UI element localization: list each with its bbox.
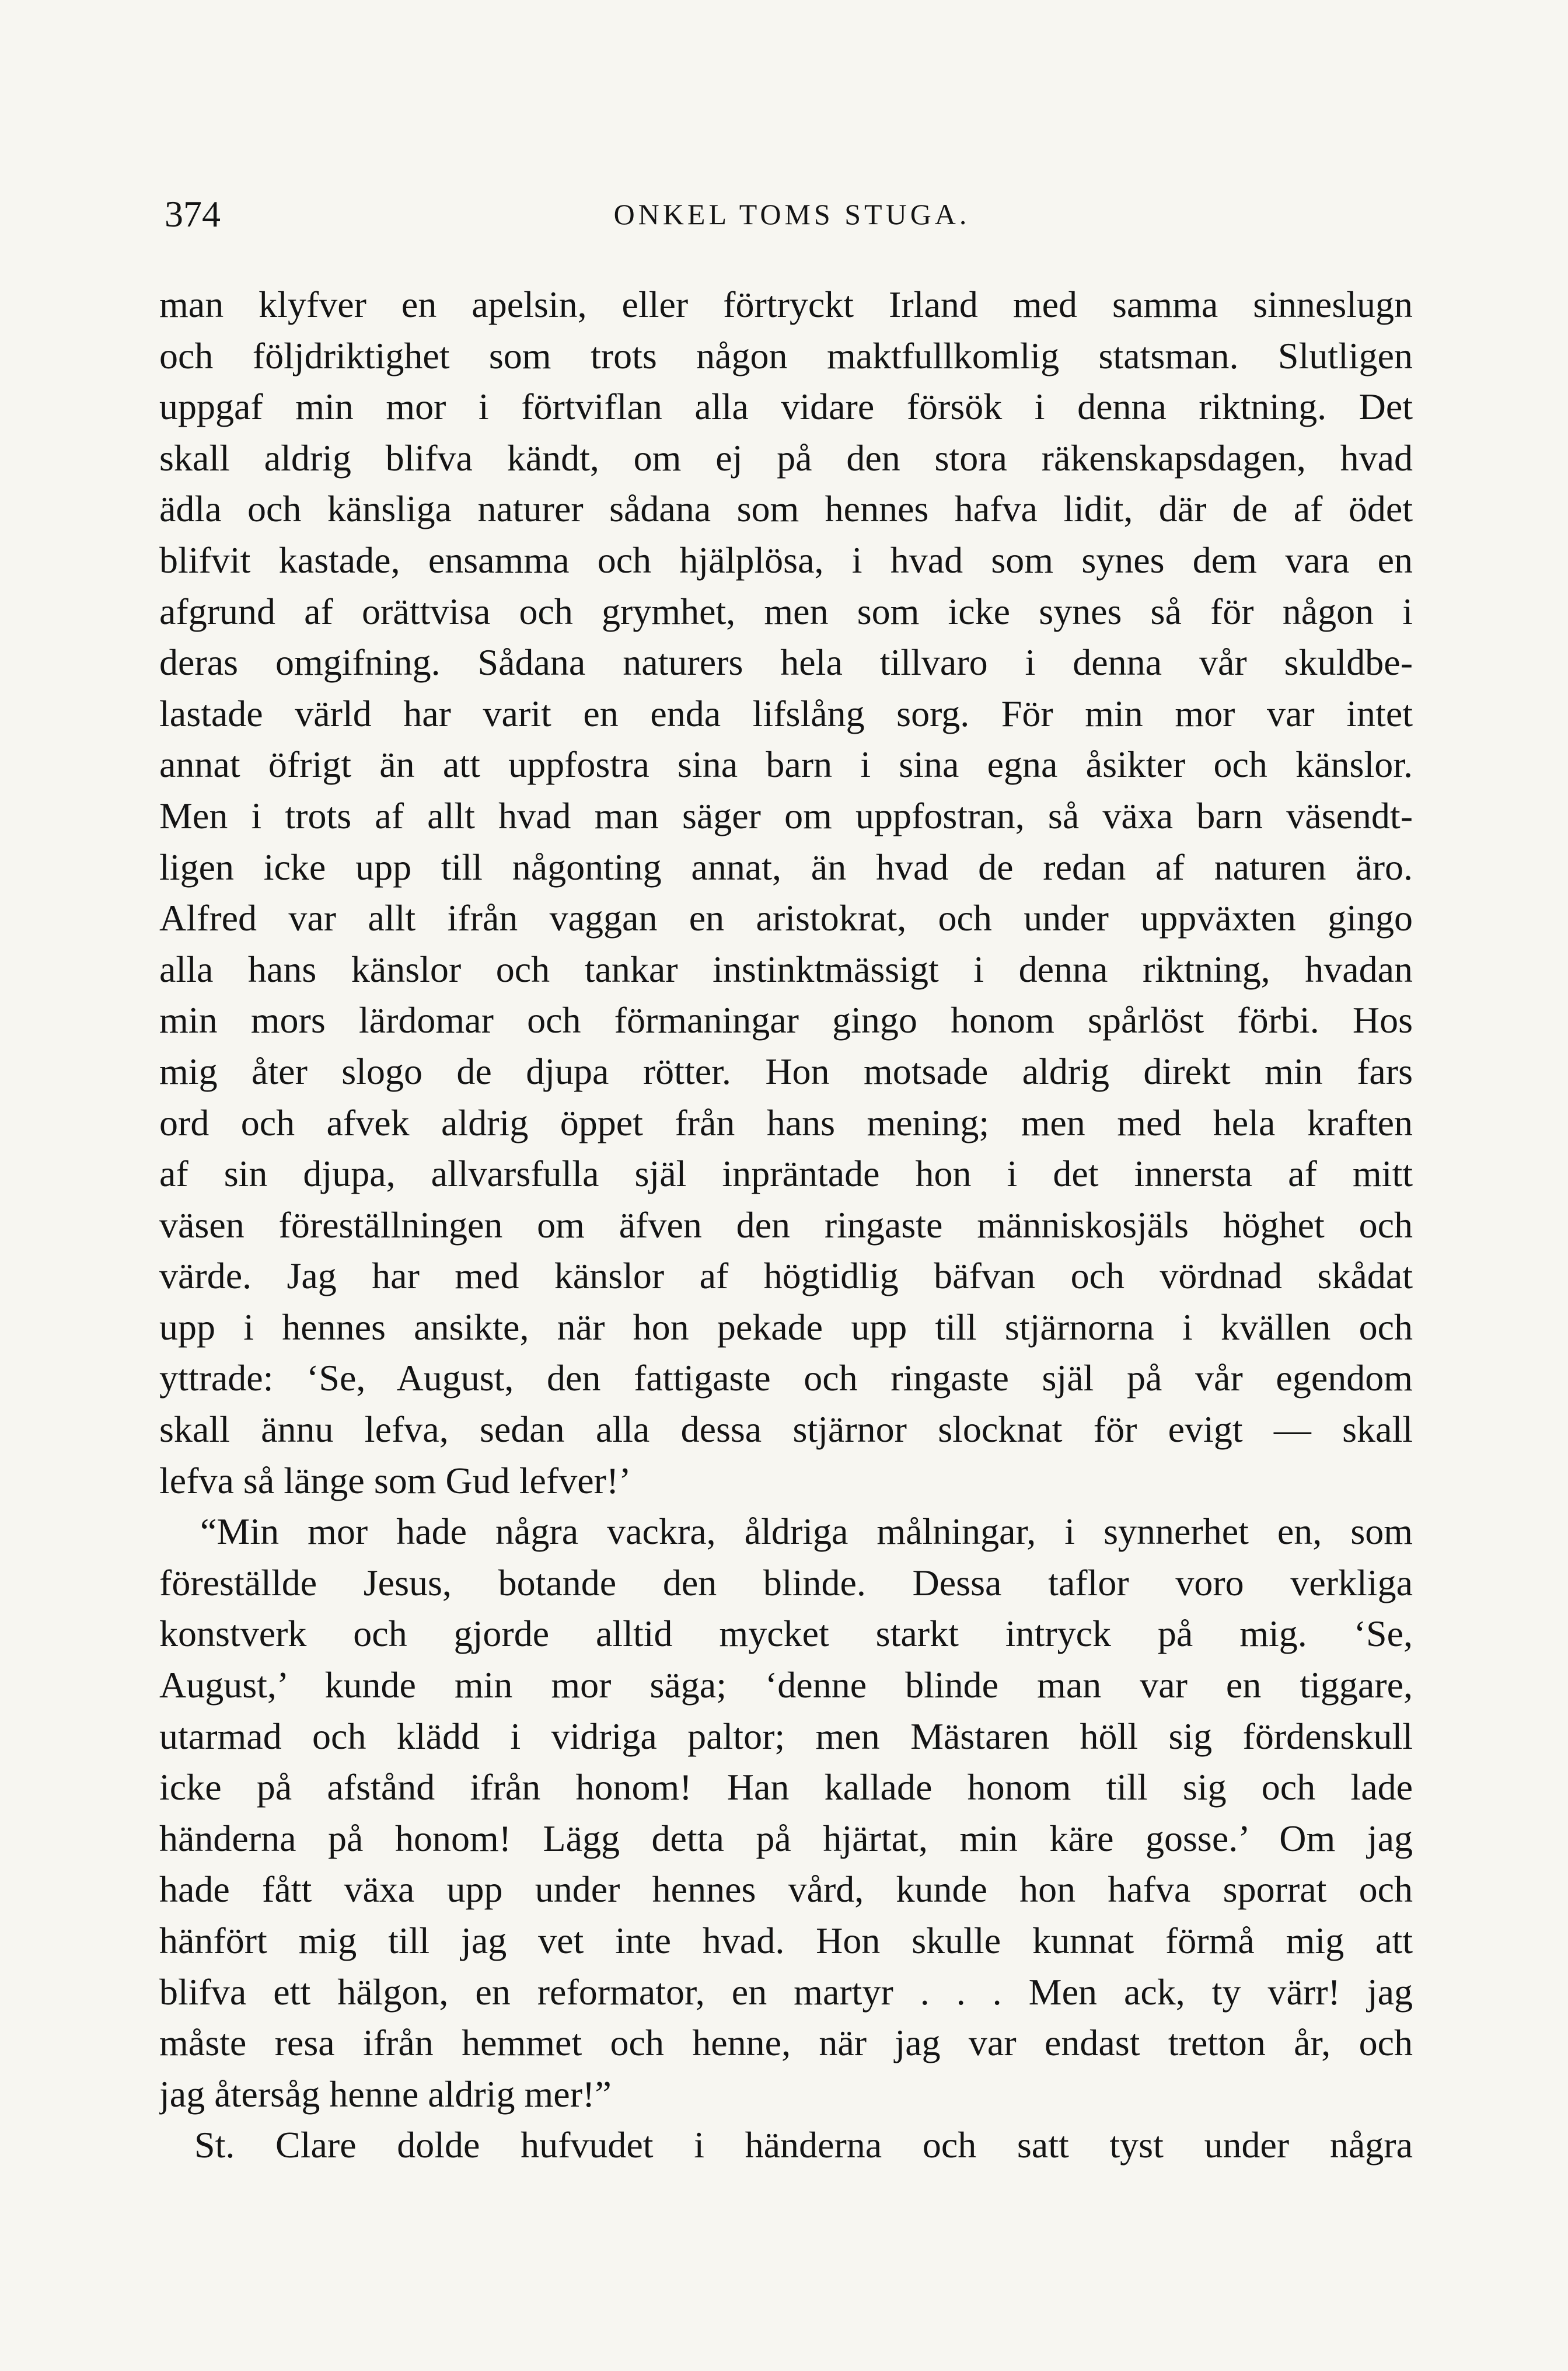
- text-line: St. Clare dolde hufvudet i händerna och satt tyst under några: [194, 2124, 1413, 2166]
- text-line: måste resa ifrån hemmet och henne, när jag var endast tretton år, och: [159, 2022, 1413, 2064]
- text-line: annat öfrigt än att uppfostra sina barn i sina egna åsikter och känslor.: [159, 744, 1413, 786]
- page-number: 374: [165, 193, 221, 235]
- page-header: [165, 191, 1419, 243]
- text-line: och följdriktighet som trots någon maktfullkomlig statsman. Slutligen: [159, 334, 1413, 376]
- text-line: hänfört mig till jag vet inte hvad. Hon skulle kunnat förmå mig att: [159, 1920, 1413, 1961]
- text-line: min mors lärdomar och förmaningar gingo honom spårlöst förbi. Hos: [159, 999, 1413, 1041]
- text-line: yttrade: ‘Se, August, den fattigaste och ringaste själ på vår egendom: [159, 1357, 1413, 1399]
- text-line: August,’ kunde min mor säga; ‘denne blinde man var en tiggare,: [159, 1664, 1413, 1706]
- text-line: Alfred var allt ifrån vaggan en aristokrat, och under uppväxten gingo: [159, 897, 1413, 939]
- text-line: väsen föreställningen om äfven den ringaste människosjäls höghet och: [159, 1204, 1413, 1246]
- text-line: ligen icke upp till någonting annat, än hvad de redan af naturen äro.: [159, 846, 1413, 888]
- text-line: af sin djupa, allvarsfulla själ inpräntade hon i det innersta af mitt: [159, 1153, 1413, 1195]
- text-line: hade fått växa upp under hennes vård, kunde hon hafva sporrat och: [159, 1868, 1413, 1910]
- text-line: skall ännu lefva, sedan alla dessa stjärnor slocknat för evigt — skall: [159, 1408, 1413, 1451]
- text-line: deras omgifning. Sådana naturers hela tillvaro i denna vår skuldbe-: [159, 641, 1413, 684]
- text-line: “Min mor hade några vackra, åldriga målningar, i synnerhet en, som: [200, 1511, 1413, 1553]
- text-line: uppgaf min mor i förtviflan alla vidare försök i denna riktning. Det: [159, 386, 1413, 428]
- text-line: händerna på honom! Lägg detta på hjärtat, min käre gosse.’ Om jag: [159, 1817, 1413, 1859]
- text-line: lastade värld har varit en enda lifslång sorg. För min mor var intet: [159, 692, 1413, 734]
- text-line: ord och afvek aldrig öppet från hans mening; men med hela kraften: [159, 1101, 1413, 1143]
- body-text: [159, 279, 1413, 2171]
- text-line: blifva ett hälgon, en reformator, en martyr . . . Men ack, ty värr! jag: [159, 1971, 1413, 2013]
- text-line: värde. Jag har med känslor af högtidlig bäfvan och vördnad skådat: [159, 1255, 1413, 1297]
- text-line: icke på afstånd ifrån honom! Han kallade honom till sig och lade: [159, 1766, 1413, 1808]
- text-line: skall aldrig blifva kändt, om ej på den stora räkenskapsdagen, hvad: [159, 437, 1413, 479]
- text-line: mig åter slogo de djupa rötter. Hon motsade aldrig direkt min fars: [159, 1050, 1413, 1092]
- text-line: afgrund af orättvisa och grymhet, men som icke synes så för någon i: [159, 590, 1413, 632]
- text-line: konstverk och gjorde alltid mycket starkt intryck på mig. ‘Se,: [159, 1613, 1413, 1655]
- text-line: Men i trots af allt hvad man säger om uppfostran, så växa barn väsendt-: [159, 794, 1413, 836]
- text-line: upp i hennes ansikte, när hon pekade upp till stjärnorna i kvällen och: [159, 1306, 1413, 1348]
- text-line: blifvit kastade, ensamma och hjälplösa, i hvad som synes dem vara en: [159, 539, 1413, 581]
- text-line: utarmad och klädd i vidriga paltor; men Mästaren höll sig fördenskull: [159, 1715, 1413, 1757]
- text-line: lefva så länge som Gud lefver!’: [159, 1459, 631, 1501]
- text-line: jag återsåg henne aldrig mer!”: [159, 2073, 612, 2115]
- text-line: ädla och känsliga naturer sådana som hennes hafva lidit, där de af ödet: [159, 488, 1413, 530]
- text-line: föreställde Jesus, botande den blinde. Dessa taflor voro verkliga: [159, 1561, 1413, 1603]
- text-line: alla hans känslor och tankar instinktmässigt i denna riktning, hvadan: [159, 948, 1413, 990]
- running-head: ONKEL TOMS STUGA.: [613, 198, 970, 231]
- text-line: man klyfver en apelsin, eller förtryckt Irland med samma sinneslugn: [159, 284, 1413, 325]
